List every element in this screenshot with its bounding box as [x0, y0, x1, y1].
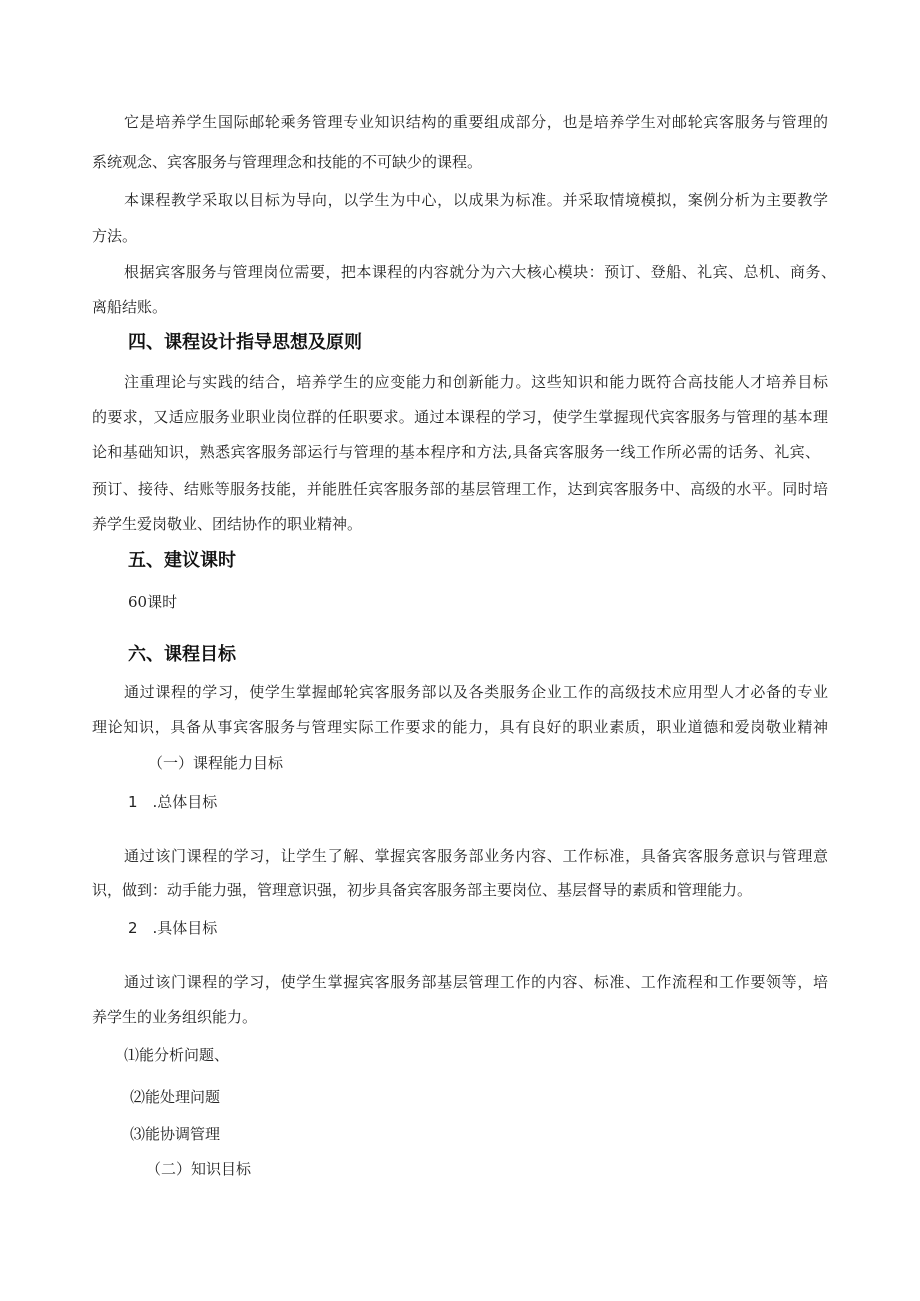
overall-goals-line-2: 识，做到：动手能力强，管理意识强，初步具备宾客服务部主要岗位、基层督导的素质和管理能力。 [92, 881, 753, 899]
intro-line-2: 系统观念、宾客服务与管理理念和技能的不可缺少的课程。 [92, 153, 483, 171]
specific-goal-item-1: ⑴能分析问题、 [124, 1046, 230, 1064]
overall-goals-line-1: 通过该门课程的学习，让学生了解、掌握宾客服务部业务内容、工作标准，具备宾客服务意识与管理意 [124, 847, 828, 865]
modules-line-1: 根据宾客服务与管理岗位需要，把本课程的内容就分为六大核心模块：预订、登船、礼宾、总机、商务、 [124, 263, 836, 281]
intro-line-1: 它是培养学生国际邮轮乘务管理专业知识结构的重要组成部分，也是培养学生对邮轮宾客服务与管理的 [124, 113, 828, 131]
section-5-hours: 60课时 [128, 593, 178, 611]
section-6-intro-line-1: 通过课程的学习，使学生掌握邮轮宾客服务部以及各类服务企业工作的高级技术应用型人才必备的专业 [124, 683, 828, 701]
section-4-line-5: 养学生爱岗敬业、团结协作的职业精神。 [92, 515, 363, 533]
specific-goals-line-1: 通过该门课程的学习，使学生掌握宾客服务部基层管理工作的内容、标准、工作流程和工作要领等，培 [124, 973, 828, 991]
method-line-1: 本课程教学采取以目标为导向，以学生为中心，以成果为标准。并采取情境模拟，案例分析为主要教学 [124, 191, 828, 209]
section-4-heading: 四、课程设计指导思想及原则 [128, 332, 362, 353]
specific-goals-line-2: 养学生的业务组织能力。 [92, 1008, 258, 1026]
section-4-line-2: 的要求，又适应服务业职业岗位群的任职要求。通过本课程的学习，使学生掌握现代宾客服务与管理的基本理 [92, 408, 828, 426]
section-6-intro-line-2: 理论知识，具备从事宾客服务与管理实际工作要求的能力，具有良好的职业素质，职业道德和爱岗敬业精神 [92, 718, 828, 736]
section-4-line-4: 预订、接待、结账等服务技能，并能胜任宾客服务部的基层管理工作，达到宾客服务中、高级的水平。同时培 [92, 480, 828, 498]
section-4-line-1: 注重理论与实践的结合，培养学生的应变能力和创新能力。这些知识和能力既符合高技能人才培养目标 [124, 373, 828, 391]
knowledge-goals-heading: （二）知识目标 [146, 1160, 252, 1178]
section-4-line-3: 论和基础知识，熟悉宾客服务部运行与管理的基本程序和方法,具备宾客服务一线工作所必需的话务、礼宾、 [92, 443, 820, 461]
specific-goal-item-2: ⑵能处理问题 [130, 1088, 221, 1106]
overall-goals-label: 1 .总体目标 [128, 793, 218, 811]
section-6-heading: 六、课程目标 [128, 644, 236, 665]
specific-goals-label: 2 .具体目标 [128, 919, 218, 937]
method-line-2: 方法。 [92, 227, 138, 245]
section-5-heading: 五、建议课时 [128, 550, 236, 571]
ability-goals-heading: （一）课程能力目标 [148, 754, 284, 772]
specific-goal-item-3: ⑶能协调管理 [130, 1125, 221, 1143]
modules-line-2: 离船结账。 [92, 298, 168, 316]
